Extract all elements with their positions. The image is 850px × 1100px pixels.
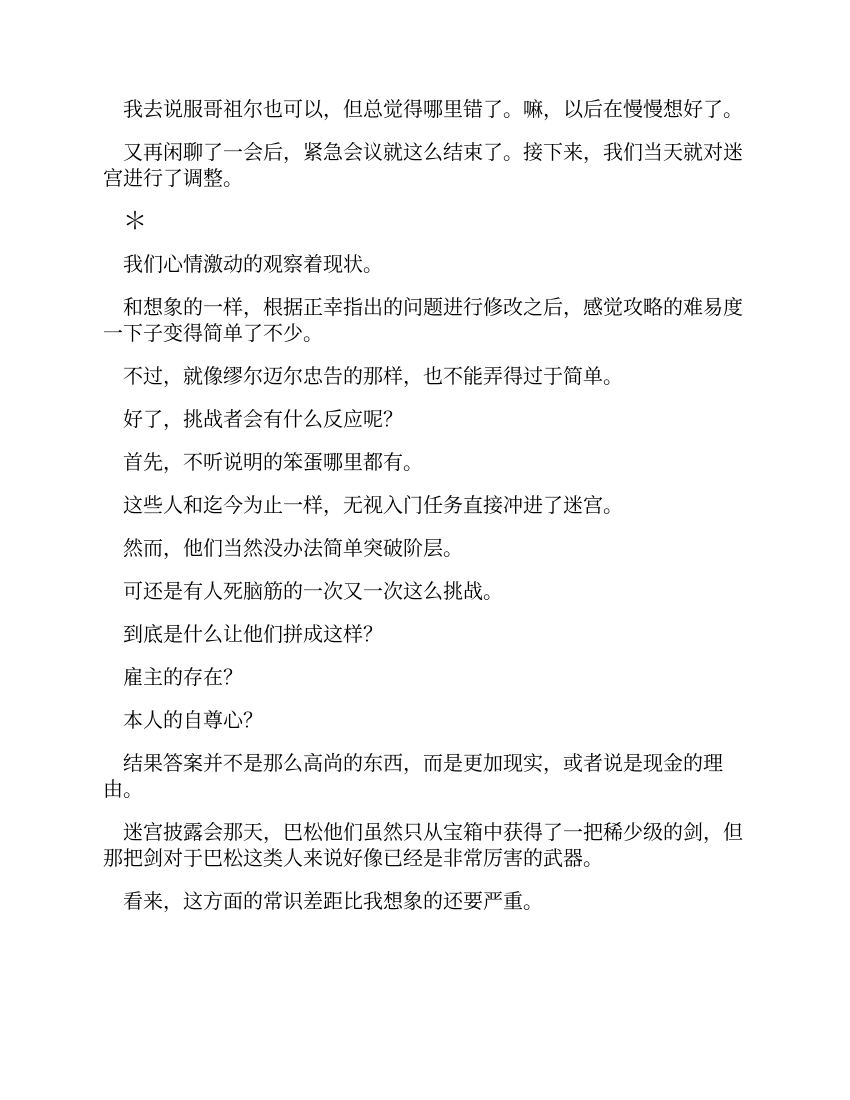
- paragraph: 然而，他们当然没办法简单突破阶层。: [123, 536, 463, 560]
- paragraph: 迷宫披露会那天，巴松他们虽然只从宝箱中获得了一把稀少级的剑，但那把剑对于巴松这类人来说好像已经是非常厉害的武器。: [103, 820, 743, 870]
- paragraph: 可还是有人死脑筋的一次又一次这么挑战。: [123, 579, 503, 603]
- section-separator: ＊: [123, 207, 147, 235]
- paragraph: 和想象的一样，根据正幸指出的问题进行修改之后，感觉攻略的难易度一下子变得简单了不少。: [103, 295, 743, 345]
- paragraph: 我们心情激动的观察着现状。: [123, 252, 383, 276]
- paragraph: 不过，就像缪尔迈尔忠告的那样，也不能弄得过于简单。: [123, 364, 623, 388]
- paragraph: 首先，不听说明的笨蛋哪里都有。: [123, 450, 423, 474]
- paragraph: 我去说服哥祖尔也可以，但总觉得哪里错了。嘛，以后在慢慢想好了。: [123, 97, 743, 121]
- paragraph: 看来，这方面的常识差距比我想象的还要严重。: [123, 889, 543, 913]
- paragraph: 雇主的存在？: [123, 665, 243, 689]
- paragraph: 本人的自尊心？: [123, 708, 263, 732]
- paragraph: 好了，挑战者会有什么反应呢？: [123, 407, 403, 431]
- paragraph: 结果答案并不是那么高尚的东西，而是更加现实，或者说是现金的理由。: [103, 751, 723, 801]
- paragraph: 到底是什么让他们拼成这样？: [123, 622, 383, 646]
- paragraph: 又再闲聊了一会后，紧急会议就这么结束了。接下来，我们当天就对迷宫进行了调整。: [103, 140, 743, 190]
- document-body: [103, 96, 753, 931]
- paragraph: 这些人和迄今为止一样，无视入门任务直接冲进了迷宫。: [123, 493, 623, 517]
